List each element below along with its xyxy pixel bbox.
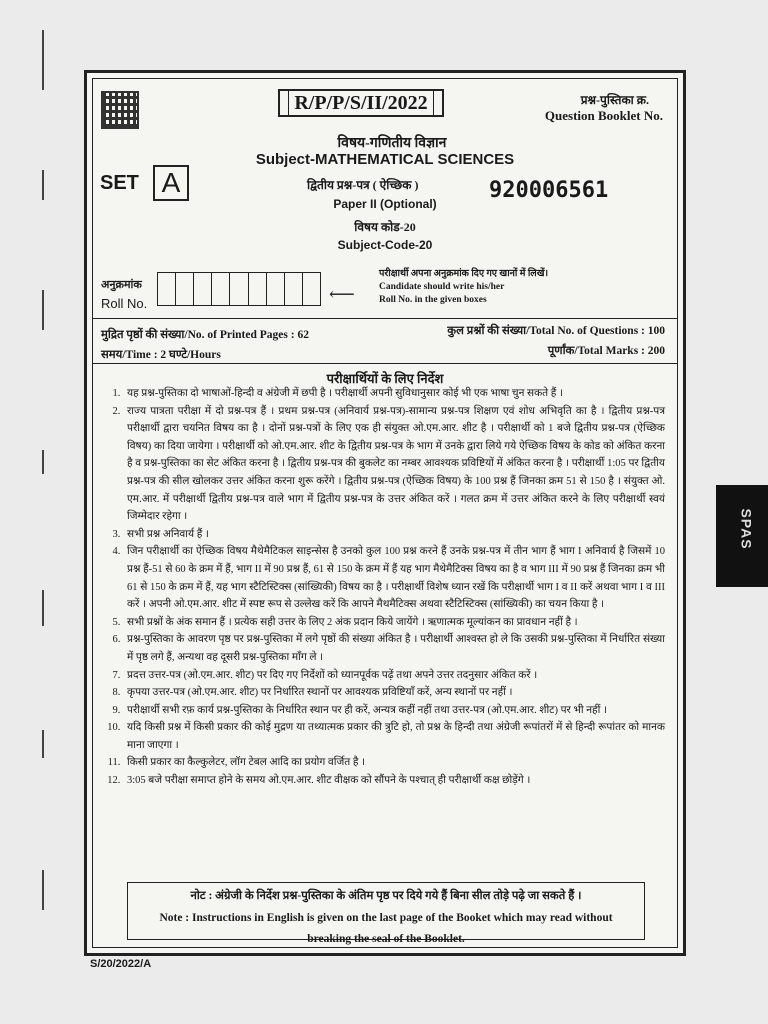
roll-digit-box[interactable] — [249, 273, 267, 305]
subject-hi: विषय-गणितीय विज्ञान — [337, 136, 447, 151]
roll-note-hi: परीक्षार्थी अपना अनुक्रमांक दिए गए खानों में लिखें। — [379, 269, 549, 279]
instruction-item: 6. प्रश्न-पुस्तिका के आवरण पृष्ठ पर प्रश्न-पुस्तिका में लगे पृष्ठों की संख्या अंकित है । परीक्षार्थी आश्वस्त हो ले कि उसकी प्रश्न-पुस्तिका में निर्धारित संख्या में पृष्ठ लगे हैं, अन्यथा वह दूसरी प्रश्न-पुस्तिका माँग ले । — [123, 631, 665, 666]
roll-label-en: Roll No. — [101, 296, 148, 311]
total-questions: कुल प्रश्नों की संख्या/Total No. of Questions : 100 — [447, 325, 665, 337]
divider — [93, 318, 677, 319]
printed-pages: मुद्रित पृष्ठों की संख्या/No. of Printed Pages : 62 — [101, 329, 309, 341]
paper-code-box — [278, 89, 444, 117]
instruction-item: 5. सभी प्रश्नों के अंक समान हैं । प्रत्येक सही उत्तर के लिए 2 अंक प्रदान किये जायेंगे । ऋणात्मक मूल्यांकन का प्रावधान नहीं है । — [123, 614, 665, 632]
qr-code-icon — [101, 91, 139, 129]
instruction-item: 7. प्रदत्त उत्तर-पत्र (ओ.एम.आर. शीट) पर दिए गए निर्देशों को ध्यानपूर्वक पढ़ें तथा अपने उत्तर तदनुसार अंकित करें । — [123, 667, 665, 685]
roll-digit-box[interactable] — [176, 273, 194, 305]
roll-digit-box[interactable] — [194, 273, 212, 305]
divider — [93, 363, 677, 364]
note-en: Note : Instructions in English is given on the last page of the Booket which may read without breaking the seal of the Booklet. — [159, 912, 613, 945]
time-allowed: समय/Time : 2 घण्टे/Hours — [101, 349, 221, 361]
arrow-left-icon: ⟵ — [329, 284, 355, 304]
roll-digit-box[interactable] — [230, 273, 248, 305]
booklet-cover — [84, 70, 686, 956]
roll-label-hi: अनुक्रमांक — [101, 279, 142, 291]
booklet-serial: 920006561 — [489, 178, 609, 203]
instruction-item: 10. यदि किसी प्रश्न में किसी प्रकार की कोई मुद्रण या तथ्यात्मक प्रकार की त्रुटि हो, तो प्रश्न के हिन्दी तथा अंग्रेजी रूपांतरों में से हिन्दी रूपांतर को मानक माना जाएगा । — [123, 719, 665, 754]
instructions-list — [101, 385, 665, 790]
note-box — [127, 882, 645, 945]
roll-digit-box[interactable] — [285, 273, 303, 305]
paper-hi: द्वितीय प्रश्न-पत्र ( ऐच्छिक ) — [307, 178, 419, 192]
left-margin-marks — [22, 30, 62, 990]
roll-note — [379, 268, 548, 307]
booklet-inner-border — [92, 78, 678, 948]
note-hi: नोट : अंग्रेजी के निर्देश प्रश्न-पुस्तिका के अंतिम पृष्ठ पर दिये गये हैं बिना सील तोड़े पढ़े जा सकते हैं । — [190, 890, 582, 902]
instruction-item: 4. जिन परीक्षार्थी का ऐच्छिक विषय मैथेमैटिकल साइन्सेस है उनको कुल 100 प्रश्न करने हैं उनके प्रश्न-पत्र में तीन भाग हैं भाग I अनिवार्य है जिसमें 10 प्रश्न हैं-51 से 60 के क्रम में हैं, भाग II में 90 प्रश्न हैं, 61 से 150 के क्रम में हैं यह भाग मैथेमैटिक्स विषय का है व भाग III में 90 प्रश्न हैं जिनका क्रम भी 61 से 150 के क्रम में हैं, यह भाग स्टैटिस्टिक्स (सांख्यिकी) विषय का है । परीक्षार्थी विशेष ध्यान रखें कि परीक्षार्थी भाग I व II करें अथवा भाग I व III करें । अपनी ओ.एम.आर. शीट में स्पष्ट रूप से उल्लेख करें कि आपने मैथमैटिक्स अथवा स्टैटिस्टिक्स (सांख्यिकी) का चयन किया है । — [123, 543, 665, 613]
roll-digit-box[interactable] — [303, 273, 320, 305]
subject-code-en: Subject-Code-20 — [337, 238, 433, 252]
instruction-item: 3. सभी प्रश्न अनिवार्य हैं । — [123, 526, 665, 544]
instruction-item: 11. किसी प्रकार का कैल्कुलेटर, लॉग टेबल आदि का प्रयोग वर्जित है । — [123, 754, 665, 772]
roll-digit-box[interactable] — [267, 273, 285, 305]
footer-code: S/20/2022/A — [90, 958, 152, 970]
subject-en: Subject-MATHEMATICAL SCIENCES — [255, 151, 515, 168]
instruction-item: 8. कृपया उत्तर-पत्र (ओ.एम.आर. शीट) पर निर्धारित स्थानों पर आवश्यक प्रविष्टियाँ करें, अन्य स्थानों पर नहीं । — [123, 684, 665, 702]
instruction-item: 12. 3:05 बजे परीक्षा समाप्त होने के समय ओ.एम.आर. शीट वीक्षक को सौंपने के पश्चात् ही परीक्षार्थी कक्ष छोड़ेंगे । — [123, 772, 665, 790]
instruction-item: 2. राज्य पात्रता परीक्षा में दो प्रश्न-पत्र हैं । प्रथम प्रश्न-पत्र (अनिवार्य प्रश्न-पत्र)-सामान्य प्रश्न-पत्र शिक्षण एवं शोध अभिवृति का है । द्वितीय प्रश्न-पत्र परीक्षार्थी द्वारा चयनित विषय का है । दोनों प्रश्न-पत्रों के लिए एक ही संयुक्त ओ.एम.आर. शीट है । परीक्षार्थी को 1 बजे द्वितीय प्रश्न-पत्र (ऐच्छिक विषय) का दिया जायेगा । परीक्षार्थी को ओ.एम.आर. शीट के द्वितीय प्रश्न-पत्र के भाग में उनके द्वारा लिये गये ऐच्छिक विषय के कोड को अंकित करना है व प्रश्न-पुस्तिका का सेट अंकित करना है । द्वितीय प्रश्न-पत्र की बुकलेट का नम्बर आवश्यक प्रविष्टियों में अंकित करना है । परीक्षार्थी 1:05 पर द्वितीय प्रश्न-पत्र की सील खोलकर उत्तर अंकित करना शुरू करेंगे । द्वितीय प्रश्न-पत्र (ऐच्छिक विषय) के 100 प्रश्न हैं जिनका क्रम 51 से 150 है । संयुक्त ओ. एम.आर. में परीक्षार्थी द्वितीय प्रश्न-पत्र वाले भाग में द्वितीय प्रश्न-पत्र के उत्तर अंकित करें । गलत क्रम में उत्तर अंकित करने के लिए परीक्षार्थी स्वयं जिम्मेदार रहेगा । — [123, 403, 665, 526]
instruction-item: 9. परीक्षार्थी सभी रफ़ कार्य प्रश्न-पुस्तिका के निर्धारित स्थान पर ही करें, अन्यत्र कहीं नहीं तथा उत्तर-पत्र (ओ.एम.आर. शीट) पर भी नहीं । — [123, 702, 665, 720]
subject-code-hi: विषय कोड-20 — [354, 220, 416, 234]
side-tab-label: SPAS — [738, 508, 755, 550]
roll-number-boxes[interactable] — [157, 272, 321, 306]
booklet-no-label-en: Question Booklet No. — [544, 108, 663, 123]
roll-note-en-2: Roll No. in the given boxes — [379, 295, 487, 305]
total-marks: पूर्णांक/Total Marks : 200 — [547, 345, 665, 357]
paper-code: R/P/P/S/II/2022 — [288, 90, 433, 117]
roll-digit-box[interactable] — [212, 273, 230, 305]
instructions-title: परीक्षार्थियों के लिए निर्देश — [326, 371, 444, 386]
roll-note-en-1: Candidate should write his/her — [379, 282, 505, 292]
set-value: A — [153, 165, 189, 201]
side-tab — [716, 485, 768, 587]
set-label: SET — [100, 172, 139, 194]
roll-digit-box[interactable] — [158, 273, 176, 305]
booklet-no-label-hi: प्रश्न-पुस्तिका क्र. — [580, 93, 649, 107]
instruction-item: 1. यह प्रश्न-पुस्तिका दो भाषाओं-हिन्दी व अंग्रेजी में छपी है । परीक्षार्थी अपनी सुविधानुसार कोई भी एक भाषा चुन सकते हैं । — [123, 385, 665, 403]
paper-en: Paper II (Optional) — [333, 197, 437, 211]
